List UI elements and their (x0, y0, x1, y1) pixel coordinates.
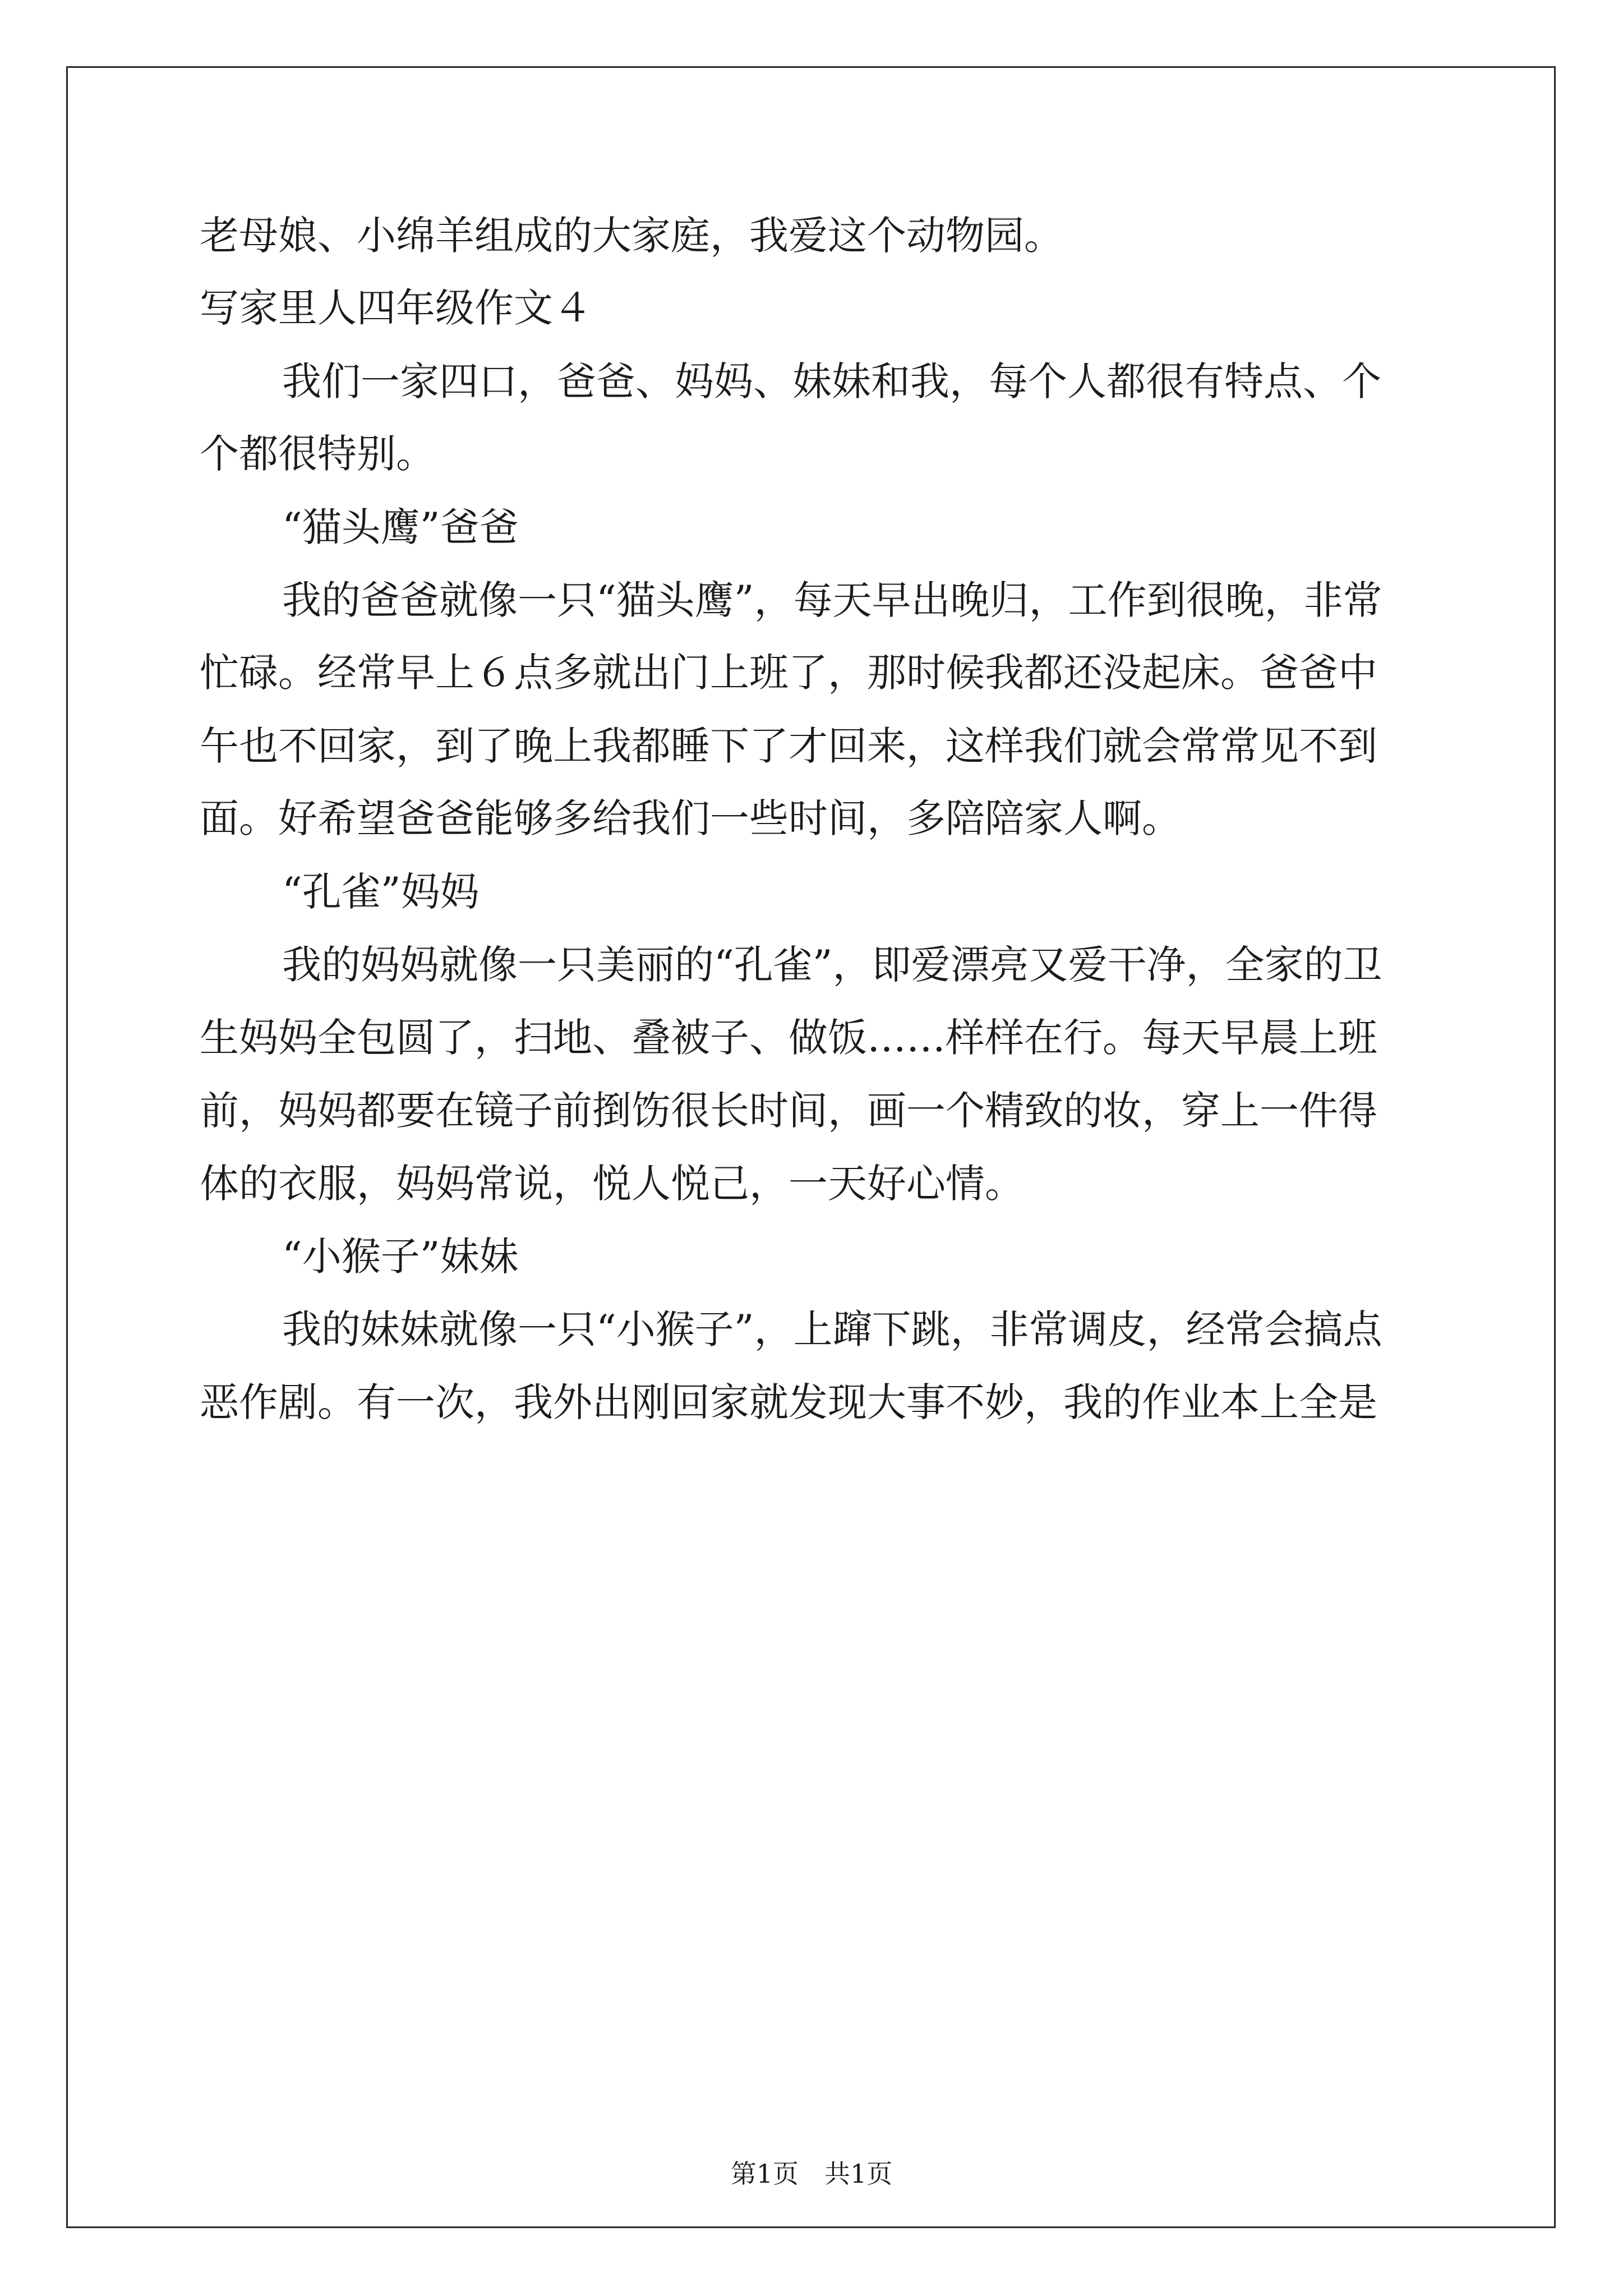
paragraph-line: 午也不回家，到了晚上我都睡下了才回来，这样我们就会常常见不到 (200, 723, 1377, 769)
paragraph-line: 前，妈妈都要在镜子前捯饬很长时间，画一个精致的妆，穿上一件得 (200, 1088, 1377, 1134)
subheading-monkey-sister: “小猴子”妹妹 (282, 1234, 519, 1280)
paragraph-line: 恶作剧。有一次，我外出刚回家就发现大事不妙，我的作业本上全是 (200, 1379, 1377, 1425)
paragraph-line: 我的妹妹就像一只“小猴子”，上蹿下跳，非常调皮，经常会搞点 (282, 1306, 1382, 1352)
page-number-footer: 第1页 共1页 (730, 2159, 893, 2189)
paragraph-line: 忙碌。经常早上６点多就出门上班了，那时候我都还没起床。爸爸中 (200, 650, 1377, 696)
subheading-peacock-mother: “孔雀”妈妈 (282, 869, 479, 915)
paragraph-line: 我的妈妈就像一只美丽的“孔雀”，即爱漂亮又爱干净，全家的卫 (282, 942, 1382, 988)
paragraph-line: 个都很特别。 (200, 431, 435, 477)
paragraph-line: 我们一家四口，爸爸、妈妈、妹妹和我，每个人都很有特点、个 (282, 358, 1381, 404)
paragraph-line: 体的衣服，妈妈常说，悦人悦己，一天好心情。 (200, 1161, 1024, 1207)
paragraph-line: 面。好希望爸爸能够多给我们一些时间，多陪陪家人啊。 (200, 795, 1181, 841)
paragraph-line: 老母娘、小绵羊组成的大家庭，我爱这个动物园。 (200, 213, 1063, 259)
section-heading: 写家里人四年级作文４ (200, 285, 592, 331)
paragraph-line: 我的爸爸就像一只“猫头鹰”，每天早出晚归，工作到很晚，非常 (282, 577, 1382, 623)
paragraph-line: 生妈妈全包圆了，扫地、叠被子、做饭……样样在行。每天早晨上班 (200, 1015, 1377, 1061)
subheading-owl-father: “猫头鹰”爸爸 (282, 504, 519, 550)
